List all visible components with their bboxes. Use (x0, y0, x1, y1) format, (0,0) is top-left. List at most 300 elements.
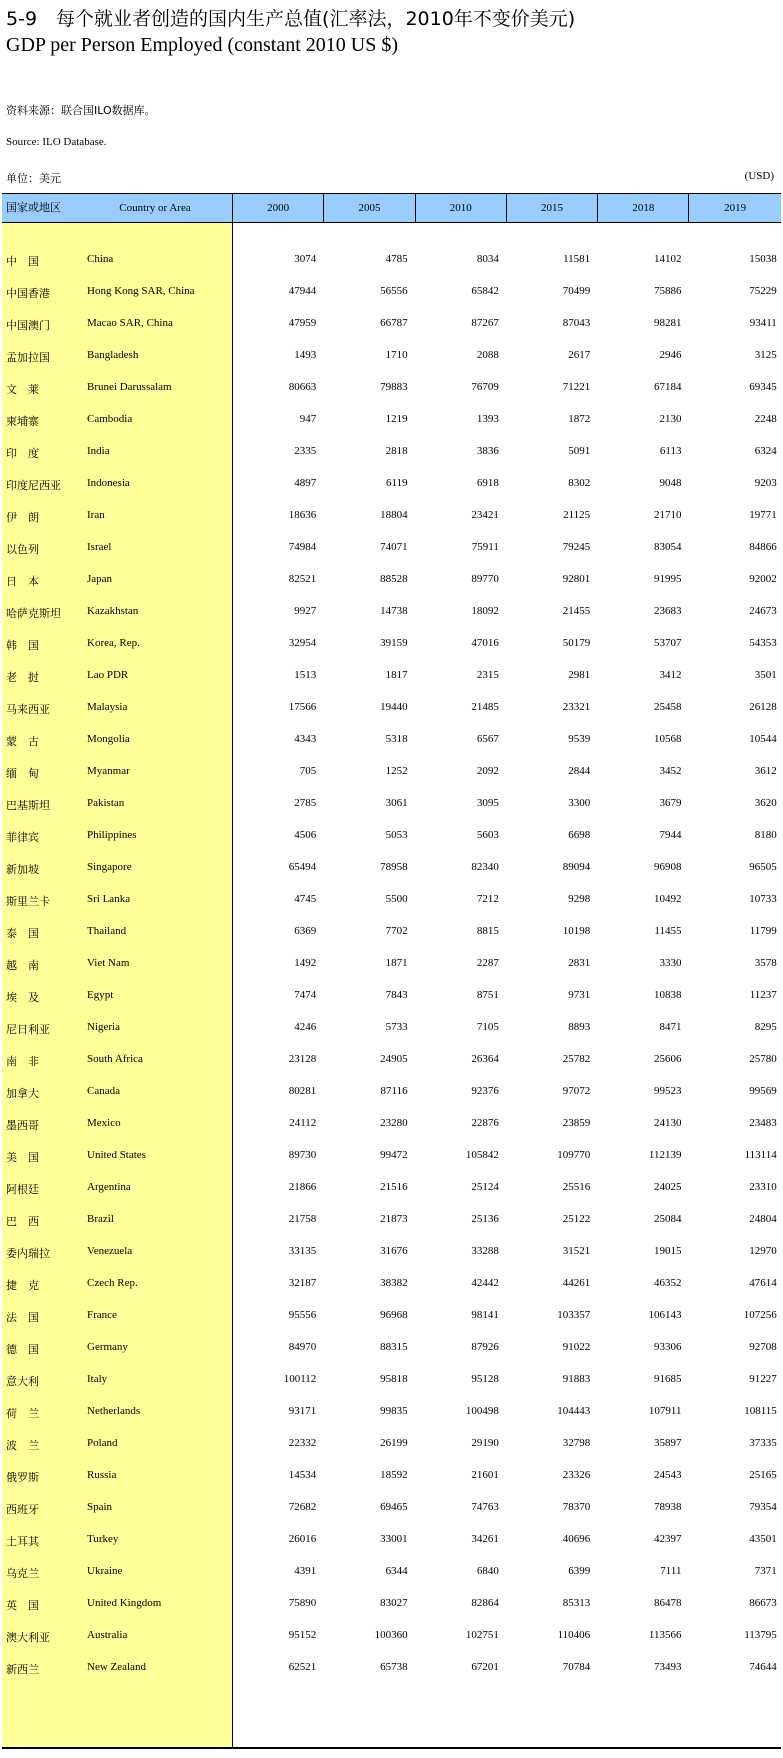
country-name-en: Mexico (87, 1117, 121, 1129)
value-cell: 4391 (294, 1565, 317, 1577)
value-cell: 17566 (288, 701, 317, 713)
value-cell: 95152 (288, 1629, 317, 1641)
country-name-zh: 中 国 (6, 255, 39, 268)
value-cell: 25782 (562, 1053, 591, 1065)
value-cell: 109770 (557, 1149, 591, 1161)
country-name-en: Iran (87, 509, 105, 521)
value-cell: 3061 (385, 797, 408, 809)
value-cell: 73493 (653, 1661, 682, 1673)
country-name-zh: 美 国 (6, 1151, 39, 1164)
value-cell: 2335 (294, 445, 317, 457)
value-cell: 42442 (471, 1277, 499, 1289)
country-name-zh: 荷 兰 (6, 1407, 39, 1420)
value-cell: 26199 (380, 1437, 408, 1449)
value-cell: 75886 (653, 285, 682, 297)
country-name-zh: 柬埔寨 (6, 415, 39, 428)
value-cell: 82521 (288, 573, 317, 585)
value-cell: 110406 (557, 1629, 591, 1641)
value-cell: 18092 (471, 605, 499, 617)
country-name-en: United States (87, 1149, 146, 1161)
value-cell: 89094 (562, 861, 591, 873)
table-row (2, 1363, 781, 1395)
value-cell: 8893 (568, 1021, 591, 1033)
table-row (2, 755, 781, 787)
value-cell: 12970 (749, 1245, 777, 1257)
table-row (2, 1523, 781, 1555)
country-name-en: South Africa (87, 1053, 143, 1065)
country-name-en: Brazil (87, 1213, 114, 1225)
country-name-en: Mongolia (87, 733, 130, 745)
country-name-en: India (87, 445, 110, 457)
value-cell: 75911 (471, 541, 499, 553)
country-name-en: New Zealand (87, 1661, 146, 1673)
value-cell: 33001 (380, 1533, 408, 1545)
country-name-en: Viet Nam (87, 957, 130, 969)
value-cell: 24543 (653, 1469, 682, 1481)
value-cell: 95128 (471, 1373, 499, 1385)
value-cell: 86673 (749, 1597, 777, 1609)
value-cell: 79354 (749, 1501, 777, 1513)
value-cell: 23128 (288, 1053, 317, 1065)
value-cell: 1492 (294, 957, 317, 969)
value-cell: 98281 (653, 317, 682, 329)
value-cell: 100112 (283, 1373, 317, 1385)
country-name-zh: 埃 及 (6, 991, 39, 1004)
table-row (2, 1235, 781, 1267)
country-name-zh: 法 国 (6, 1311, 39, 1324)
value-cell: 18592 (380, 1469, 408, 1481)
value-cell: 6119 (386, 477, 408, 489)
header-year: 2018 (598, 194, 689, 222)
value-cell: 7105 (476, 1021, 499, 1033)
value-cell: 74644 (749, 1661, 777, 1673)
value-cell: 25516 (562, 1181, 591, 1193)
value-cell: 93171 (288, 1405, 317, 1417)
value-cell: 2315 (476, 669, 499, 681)
table-row (2, 1427, 781, 1459)
value-cell: 69465 (380, 1501, 408, 1513)
table-row (2, 1587, 781, 1619)
value-cell: 91022 (562, 1341, 591, 1353)
value-cell: 31521 (562, 1245, 591, 1257)
value-cell: 92002 (749, 573, 777, 585)
table-row (2, 787, 781, 819)
value-cell: 107256 (743, 1309, 777, 1321)
value-cell: 95556 (288, 1309, 317, 1321)
value-cell: 10838 (653, 989, 682, 1001)
value-cell: 24673 (749, 605, 777, 617)
value-cell: 47614 (749, 1277, 777, 1289)
table-row (2, 467, 781, 499)
table-header (2, 194, 781, 223)
value-cell: 89770 (471, 573, 499, 585)
value-cell: 2831 (568, 957, 591, 969)
value-cell: 91995 (653, 573, 682, 585)
country-name-en: China (87, 253, 114, 265)
value-cell: 10492 (653, 893, 682, 905)
value-cell: 6369 (294, 925, 317, 937)
value-cell: 21125 (563, 509, 591, 521)
value-cell: 5053 (385, 829, 408, 841)
country-name-en: Kazakhstan (87, 605, 139, 617)
value-cell: 3620 (754, 797, 777, 809)
value-cell: 100360 (374, 1629, 408, 1641)
value-cell: 23310 (749, 1181, 777, 1193)
value-cell: 24804 (749, 1213, 777, 1225)
value-cell: 88528 (380, 573, 408, 585)
country-name-zh: 捷 克 (6, 1279, 39, 1292)
country-name-zh: 德 国 (6, 1343, 39, 1356)
country-name-zh: 印 度 (6, 447, 39, 460)
value-cell: 5603 (476, 829, 499, 841)
value-cell: 23280 (380, 1117, 408, 1129)
value-cell: 83054 (653, 541, 682, 553)
value-cell: 7843 (385, 989, 408, 1001)
value-cell: 96968 (380, 1309, 408, 1321)
table-row (2, 659, 781, 691)
value-cell: 62521 (288, 1661, 317, 1673)
value-cell: 21710 (653, 509, 682, 521)
country-name-en: Sri Lanka (87, 893, 131, 905)
country-name-zh: 中国澳门 (6, 319, 50, 332)
value-cell: 1710 (385, 349, 408, 361)
page-title-en: GDP per Person Employed (constant 2010 US $) (6, 34, 398, 56)
table-row (2, 883, 781, 915)
table-body (2, 243, 781, 1683)
value-cell: 99472 (380, 1149, 408, 1161)
country-name-en: Czech Rep. (87, 1277, 138, 1289)
header-year: 2000 (233, 194, 324, 222)
value-cell: 4343 (294, 733, 317, 745)
value-cell: 1872 (568, 413, 591, 425)
value-cell: 74071 (380, 541, 408, 553)
value-cell: 91685 (653, 1373, 682, 1385)
value-cell: 105842 (465, 1149, 499, 1161)
value-cell: 47016 (471, 637, 499, 649)
value-cell: 79883 (380, 381, 408, 393)
table-row (2, 1299, 781, 1331)
value-cell: 56556 (380, 285, 408, 297)
value-cell: 99835 (380, 1405, 408, 1417)
value-cell: 91883 (562, 1373, 591, 1385)
value-cell: 23683 (653, 605, 682, 617)
country-name-en: Malaysia (87, 701, 128, 713)
value-cell: 88315 (380, 1341, 408, 1353)
country-name-en: United Kingdom (87, 1597, 162, 1609)
value-cell: 3125 (754, 349, 777, 361)
value-cell: 8471 (659, 1021, 682, 1033)
country-name-en: Ukraine (87, 1565, 123, 1577)
value-cell: 106143 (648, 1309, 682, 1321)
value-cell: 15038 (749, 253, 777, 265)
value-cell: 14102 (653, 253, 682, 265)
value-cell: 5091 (568, 445, 591, 457)
table-row (2, 627, 781, 659)
table-row (2, 691, 781, 723)
country-name-en: Russia (87, 1469, 117, 1481)
value-cell: 3612 (754, 765, 777, 777)
value-cell: 42397 (653, 1533, 682, 1545)
country-name-en: Egypt (87, 989, 114, 1001)
value-cell: 705 (299, 765, 317, 777)
value-cell: 8751 (476, 989, 499, 1001)
value-cell: 65494 (288, 861, 317, 873)
value-cell: 3412 (659, 669, 682, 681)
country-name-zh: 阿根廷 (6, 1183, 39, 1196)
value-cell: 72682 (288, 1501, 317, 1513)
value-cell: 33135 (288, 1245, 317, 1257)
country-name-zh: 马来西亚 (6, 703, 50, 716)
value-cell: 8302 (568, 477, 591, 489)
value-cell: 31676 (380, 1245, 408, 1257)
value-cell: 21758 (288, 1213, 317, 1225)
value-cell: 6113 (659, 445, 682, 457)
value-cell: 7212 (476, 893, 499, 905)
country-name-en: Thailand (87, 925, 127, 937)
table-row (2, 1267, 781, 1299)
value-cell: 39159 (380, 637, 408, 649)
value-cell: 87043 (562, 317, 591, 329)
value-cell: 25084 (653, 1213, 682, 1225)
country-name-zh: 俄罗斯 (6, 1471, 39, 1484)
value-cell: 78958 (380, 861, 408, 873)
value-cell: 71221 (562, 381, 591, 393)
value-cell: 10198 (562, 925, 591, 937)
value-cell: 100498 (465, 1405, 499, 1417)
value-cell: 24905 (380, 1053, 408, 1065)
table-row (2, 819, 781, 851)
value-cell: 87116 (380, 1085, 408, 1097)
value-cell: 21873 (380, 1213, 408, 1225)
country-name-zh: 委内瑞拉 (6, 1247, 50, 1260)
value-cell: 10568 (653, 733, 682, 745)
value-cell: 6324 (754, 445, 777, 457)
table-row (2, 1651, 781, 1683)
value-cell: 1817 (385, 669, 408, 681)
table-row (2, 1107, 781, 1139)
value-cell: 40696 (562, 1533, 591, 1545)
value-cell: 9048 (659, 477, 682, 489)
country-name-en: Pakistan (87, 797, 125, 809)
country-name-zh: 伊 朗 (6, 511, 39, 524)
country-name-zh: 英 国 (6, 1599, 39, 1612)
value-cell: 7474 (294, 989, 317, 1001)
value-cell: 23321 (562, 701, 591, 713)
country-name-zh: 新西兰 (6, 1663, 39, 1676)
value-cell: 89730 (288, 1149, 317, 1161)
table-row (2, 531, 781, 563)
country-name-en: Canada (87, 1085, 120, 1097)
table-row (2, 595, 781, 627)
value-cell: 84866 (749, 541, 777, 553)
value-cell: 1493 (294, 349, 317, 361)
value-cell: 6698 (568, 829, 591, 841)
value-cell: 103357 (557, 1309, 591, 1321)
value-cell: 80281 (288, 1085, 317, 1097)
value-cell: 53707 (653, 637, 682, 649)
country-name-en: Philippines (87, 829, 137, 841)
country-name-en: Brunei Darussalam (87, 381, 172, 393)
country-name-zh: 斯里兰卡 (6, 895, 50, 908)
value-cell: 24025 (653, 1181, 682, 1193)
value-cell: 65842 (471, 285, 499, 297)
table-bottom-rule (2, 1747, 781, 1749)
country-name-zh: 菲律宾 (6, 831, 39, 844)
value-cell: 4897 (294, 477, 317, 489)
value-cell: 7702 (385, 925, 408, 937)
value-cell: 66787 (380, 317, 408, 329)
value-cell: 2092 (476, 765, 499, 777)
value-cell: 82340 (471, 861, 499, 873)
country-name-zh: 巴 西 (6, 1215, 39, 1228)
value-cell: 108115 (744, 1405, 777, 1417)
value-cell: 67184 (653, 381, 682, 393)
value-cell: 8180 (754, 829, 777, 841)
value-cell: 7944 (659, 829, 682, 841)
value-cell: 86478 (653, 1597, 682, 1609)
value-cell: 54353 (749, 637, 777, 649)
country-name-zh: 巴基斯坦 (6, 799, 50, 812)
country-name-en: Netherlands (87, 1405, 141, 1417)
country-name-en: Korea, Rep. (87, 637, 140, 649)
country-name-en: Poland (87, 1437, 118, 1449)
table-row (2, 499, 781, 531)
value-cell: 74763 (471, 1501, 499, 1513)
value-cell: 2818 (385, 445, 408, 457)
table-row (2, 1459, 781, 1491)
value-cell: 26364 (471, 1053, 499, 1065)
value-cell: 3095 (476, 797, 499, 809)
country-name-zh: 南 非 (6, 1055, 39, 1068)
value-cell: 8295 (754, 1021, 777, 1033)
value-cell: 32187 (288, 1277, 317, 1289)
value-cell: 25122 (562, 1213, 591, 1225)
value-cell: 43501 (749, 1533, 777, 1545)
table-row (2, 851, 781, 883)
country-name-en: Bangladesh (87, 349, 139, 361)
country-name-en: Israel (87, 541, 112, 553)
value-cell: 9731 (568, 989, 591, 1001)
value-cell: 70499 (562, 285, 591, 297)
value-cell: 46352 (653, 1277, 682, 1289)
country-name-en: Cambodia (87, 413, 133, 425)
value-cell: 7111 (660, 1565, 682, 1577)
value-cell: 37335 (749, 1437, 777, 1449)
value-cell: 19440 (380, 701, 408, 713)
value-cell: 96908 (653, 861, 682, 873)
country-name-zh: 缅 甸 (6, 767, 39, 780)
value-cell: 2130 (659, 413, 682, 425)
value-cell: 33288 (471, 1245, 499, 1257)
table-row (2, 243, 781, 275)
country-name-en: Germany (87, 1341, 128, 1353)
country-name-zh: 西班牙 (6, 1503, 39, 1516)
value-cell: 75229 (749, 285, 777, 297)
value-cell: 25458 (653, 701, 682, 713)
value-cell: 50179 (562, 637, 591, 649)
value-cell: 26016 (288, 1533, 317, 1545)
value-cell: 2946 (659, 349, 682, 361)
table-row (2, 979, 781, 1011)
value-cell: 93411 (749, 317, 777, 329)
value-cell: 5318 (385, 733, 408, 745)
value-cell: 78938 (653, 1501, 682, 1513)
value-cell: 102751 (465, 1629, 499, 1641)
value-cell: 82864 (471, 1597, 499, 1609)
value-cell: 74984 (288, 541, 317, 553)
value-cell: 99523 (653, 1085, 682, 1097)
value-cell: 38382 (380, 1277, 408, 1289)
source-note-zh: 资料来源：联合国ILO数据库。 (6, 104, 156, 117)
value-cell: 2248 (754, 413, 777, 425)
country-name-zh: 澳大利亚 (6, 1631, 50, 1644)
value-cell: 65738 (380, 1661, 408, 1673)
value-cell: 32954 (288, 637, 317, 649)
value-cell: 113566 (648, 1629, 682, 1641)
country-name-zh: 加拿大 (6, 1087, 39, 1100)
header-year: 2005 (324, 194, 415, 222)
value-cell: 22876 (471, 1117, 499, 1129)
value-cell: 35897 (653, 1437, 682, 1449)
table-row (2, 1139, 781, 1171)
value-cell: 24130 (653, 1117, 682, 1129)
value-cell: 3501 (754, 669, 777, 681)
country-name-en: Hong Kong SAR, China (87, 285, 195, 297)
value-cell: 4506 (294, 829, 317, 841)
header-year: 2010 (416, 194, 507, 222)
country-name-zh: 墨西哥 (6, 1119, 39, 1132)
value-cell: 947 (299, 413, 317, 425)
table-row (2, 307, 781, 339)
source-note-en: Source: ILO Database. (6, 136, 107, 148)
value-cell: 84970 (288, 1341, 317, 1353)
value-cell: 22332 (288, 1437, 317, 1449)
country-name-en: Venezuela (87, 1245, 133, 1257)
country-name-zh: 韩 国 (6, 639, 39, 652)
value-cell: 11799 (749, 925, 777, 937)
table-row (2, 275, 781, 307)
value-cell: 11237 (749, 989, 777, 1001)
table-row (2, 1555, 781, 1587)
table-row (2, 1203, 781, 1235)
table-row (2, 1011, 781, 1043)
value-cell: 8034 (476, 253, 499, 265)
country-name-zh: 哈萨克斯坦 (6, 607, 61, 620)
country-name-zh: 乌克兰 (6, 1567, 39, 1580)
value-cell: 76709 (471, 381, 499, 393)
table-row (2, 1043, 781, 1075)
value-cell: 21601 (471, 1469, 499, 1481)
country-name-zh: 文 莱 (6, 383, 39, 396)
value-cell: 107911 (648, 1405, 682, 1417)
value-cell: 25780 (749, 1053, 777, 1065)
value-cell: 5733 (385, 1021, 408, 1033)
header-country-zh: 国家或地区 (6, 201, 61, 214)
value-cell: 3679 (659, 797, 682, 809)
value-cell: 29190 (471, 1437, 499, 1449)
value-cell: 2981 (568, 669, 591, 681)
value-cell: 97072 (562, 1085, 591, 1097)
country-name-zh: 蒙 古 (6, 735, 39, 748)
table-row (2, 371, 781, 403)
table-row (2, 1395, 781, 1427)
value-cell: 87267 (471, 317, 499, 329)
country-name-zh: 以色列 (6, 543, 39, 556)
value-cell: 6399 (568, 1565, 591, 1577)
value-cell: 67201 (471, 1661, 499, 1673)
page-title-zh: 5-9 每个就业者创造的国内生产总值(汇率法，2010年不变价美元) (6, 8, 576, 30)
value-cell: 1393 (476, 413, 499, 425)
